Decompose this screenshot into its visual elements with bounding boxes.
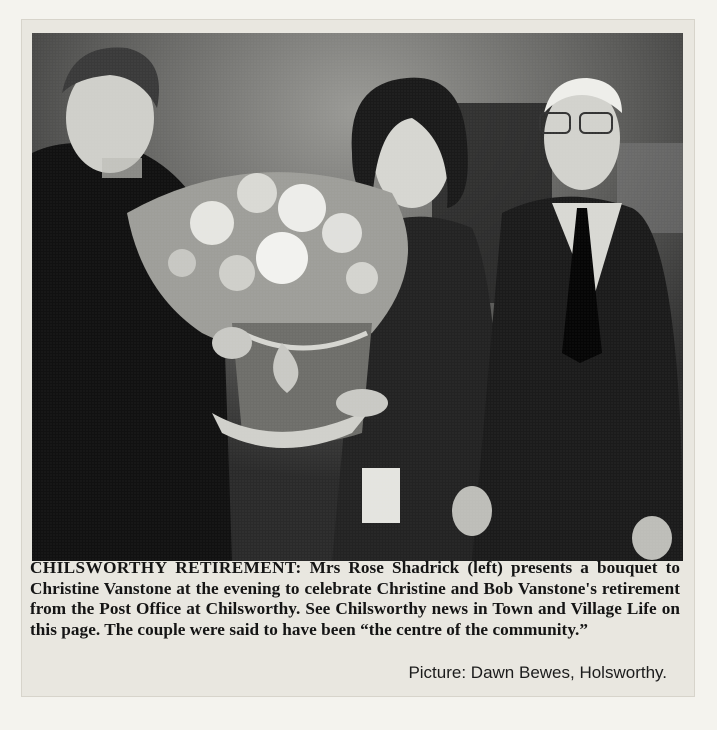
photo-caption <box>30 558 680 640</box>
caption-heading: CHILSWORTHY RETIREMENT: <box>30 558 302 577</box>
news-photo <box>32 33 683 561</box>
photo-illustration <box>32 33 683 561</box>
photo-credit: Picture: Dawn Bewes, Holsworthy. <box>408 663 667 682</box>
caption-body: Mrs Rose Shadrick (left) presents a bouquet to Christine Vanstone at the evening to celebrate Christine and Bob Vanstone's retirement from the Post Office at Chilsworthy. See Chilsworthy news in Town and Village Life on this page. The couple were said to have been “the centre of the community.” <box>30 558 680 639</box>
